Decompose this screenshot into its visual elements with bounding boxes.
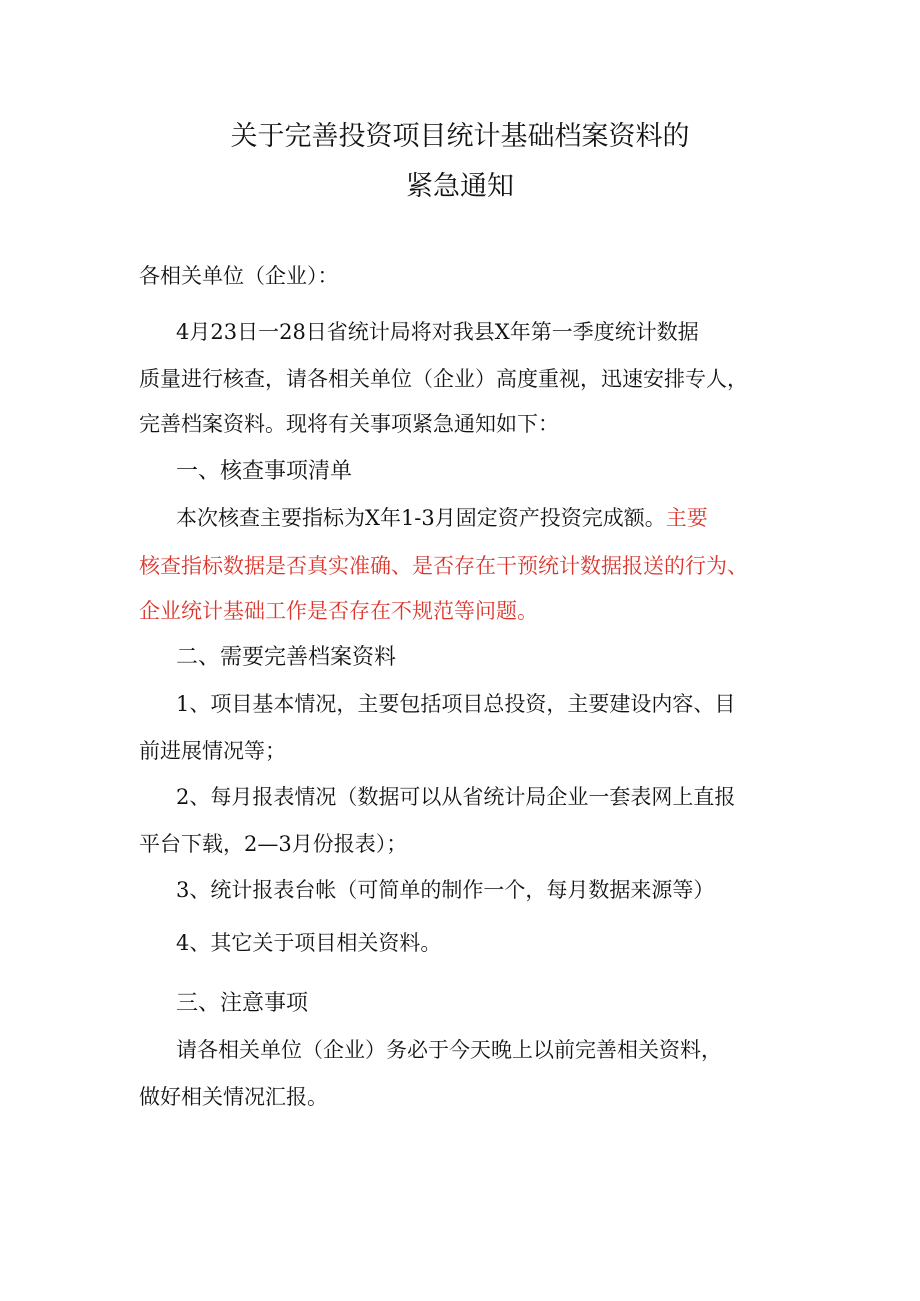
intro-line-3: 完善档案资料。现将有关事项紧急通知如下： <box>139 412 559 436</box>
section2-item2-line-1: 2、每月报表情况（数据可以从省统计局企业一套表网上直报 <box>176 785 736 809</box>
section1-black-text: 本次核查主要指标为X年1-3月固定资产投资完成额。 <box>176 506 666 530</box>
section1-red-line-3: 企业统计基础工作是否存在不规范等问题。 <box>139 599 538 623</box>
section2-heading: 二、需要完善档案资料 <box>176 645 397 670</box>
section2-item2-line-2: 平台下载，2—3月份报表）； <box>139 832 408 856</box>
section1-heading: 一、核查事项清单 <box>176 459 353 484</box>
section2-item4: 4、其它关于项目相关资料。 <box>176 931 442 955</box>
document-title-line2: 紧急通知 <box>406 171 514 202</box>
section3-line-1: 请各相关单位（企业）务必于今天晚上以前完善相关资料， <box>176 1038 722 1062</box>
section3-heading: 三、注意事项 <box>176 991 309 1016</box>
salutation: 各相关单位（企业）： <box>139 264 339 288</box>
section1-red-line-2: 核查指标数据是否真实准确、是否存在干预统计数据报送的行为、 <box>139 554 748 578</box>
section2-item3: 3、统计报表台帐（可简单的制作一个，每月数据来源等） <box>176 878 715 902</box>
section1-paragraph-line-1 <box>176 504 708 532</box>
section1-red-text-start: 主要 <box>665 506 708 530</box>
document-title-line1: 关于完善投资项目统计基础档案资料的 <box>230 121 690 152</box>
section2-item1-line-1: 1、项目基本情况，主要包括项目总投资，主要建设内容、目 <box>176 692 736 716</box>
intro-line-1: 4月23日一28日省统计局将对我县X年第一季度统计数据 <box>176 320 699 344</box>
intro-line-2: 质量进行核查，请各相关单位（企业）高度重视，迅速安排专人， <box>139 367 748 391</box>
section2-item1-line-2: 前进展情况等； <box>139 739 286 763</box>
section3-line-2: 做好相关情况汇报。 <box>139 1085 328 1109</box>
